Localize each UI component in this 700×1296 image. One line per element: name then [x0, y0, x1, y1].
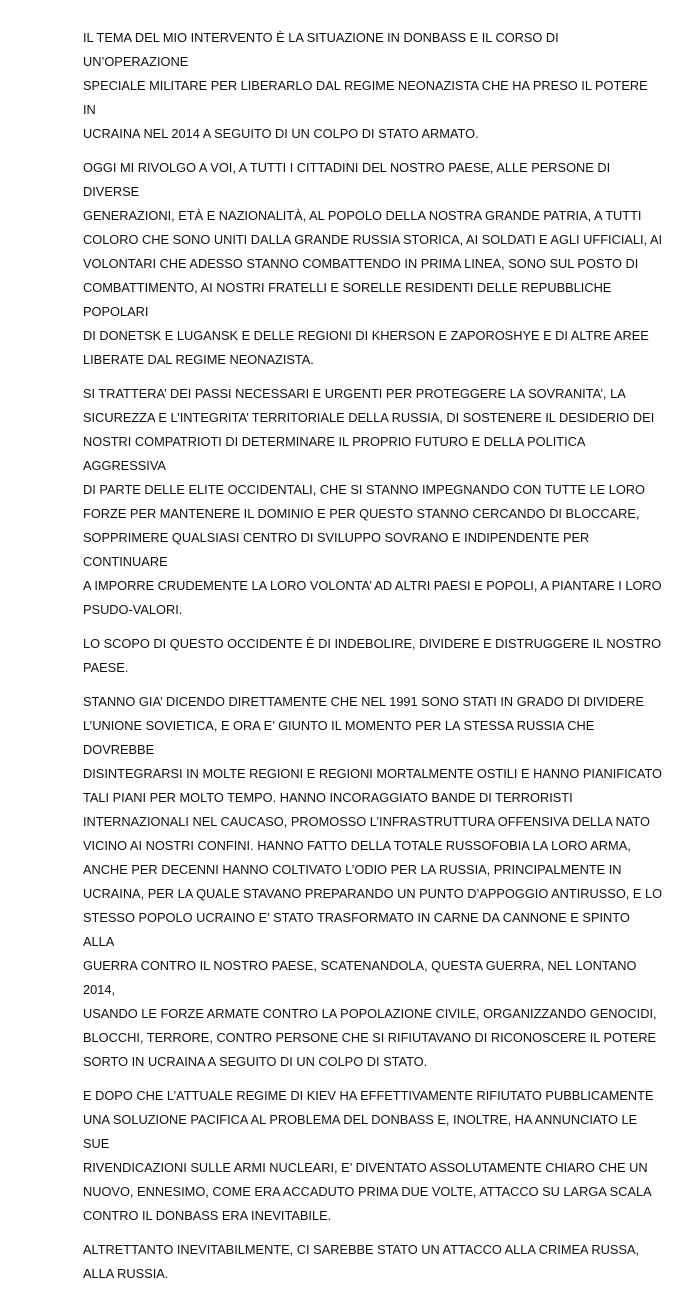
document-body: [83, 26, 663, 1296]
paragraph-2: OGGI MI RIVOLGO A VOI, A TUTTI I CITTADINI DEL NOSTRO PAESE, ALLE PERSONE DI DIVERSE GENERAZIONI, ETÀ E NAZIONALITÀ, AL POPOLO DELLA NOSTRA GRANDE PATRIA, A TUTTI COLORO CHE SONO UNITI DALLA GRANDE RUSSIA STORICA, AI SOLDATI E AGLI UFFICIALI, AI VOLONTARI CHE ADESSO STANNO COMBATTENDO IN PRIMA LINEA, SONO SUL POSTO DI COMBATTIMENTO, AI NOSTRI FRATELLI E SORELLE RESIDENTI DELLE REPUBBLICHE POPOLARI DI DONETSK E LUGANSK E DELLE REGIONI DI KHERSON E ZAPOROSHYE E DI ALTRE AREE LIBERATE DAL REGIME NEONAZISTA.: [83, 160, 663, 367]
paragraph-3: SI TRATTERA’ DEI PASSI NECESSARI E URGENTI PER PROTEGGERE LA SOVRANITA’, LA SICUREZZA E L’INTEGRITA’ TERRITORIALE DELLA RUSSIA, DI SOSTENERE IL DESIDERIO DEI NOSTRI COMPATRIOTI DI DETERMINARE IL PROPRIO FUTURO E DELLA POLITICA AGGRESSIVA DI PARTE DELLE ELITE OCCIDENTALI, CHE SI STANNO IMPEGNANDO CON TUTTE LE LORO FORZE PER MANTENERE IL DOMINIO E PER QUESTO STANNO CERCANDO DI BLOCCARE, SOPPRIMERE QUALSIASI CENTRO DI SVILUPPO SOVRANO E INDIPENDENTE PER CONTINUARE A IMPORRE CRUDEMENTE LA LORO VOLONTA’ AD ALTRI PAESI E POPOLI, A PIANTARE I LORO PSUDO-VALORI.: [83, 386, 662, 617]
paragraph-7: ALTRETTANTO INEVITABILMENTE, CI SAREBBE STATO UN ATTACCO ALLA CRIMEA RUSSA, ALLA RUSSIA.: [83, 1242, 640, 1281]
paragraph-5: STANNO GIA’ DICENDO DIRETTAMENTE CHE NEL 1991 SONO STATI IN GRADO DI DIVIDERE L’UNIONE SOVIETICA, E ORA E’ GIUNTO IL MOMENTO PER LA STESSA RUSSIA CHE DOVREBBE DISINTEGRARSI IN MOLTE REGIONI E REGIONI MORTALMENTE OSTILI E HANNO PIANIFICATO TALI PIANI PER MOLTO TEMPO. HANNO INCORAGGIATO BANDE DI TERRORISTI INTERNAZIONALI NEL CAUCASO, PROMOSSO L’INFRASTRUTTURA OFFENSIVA DELLA NATO VICINO AI NOSTRI CONFINI. HANNO FATTO DELLA TOTALE RUSSOFOBIA LA LORO ARMA, ANCHE PER DECENNI HANNO COLTIVATO L’ODIO PER LA RUSSIA, PRINCIPALMENTE IN UCRAINA, PER LA QUALE STAVANO PREPARANDO UN PUNTO D’APPOGGIO ANTIRUSSO, E LO STESSO POPOLO UCRAINO E’ STATO TRASFORMATO IN CARNE DA CANNONE E SPINTO ALLA GUERRA CONTRO IL NOSTRO PAESE, SCATENANDOLA, QUESTA GUERRA, NEL LONTANO 2014, USANDO LE FORZE ARMATE CONTRO LA POPOLAZIONE CIVILE, ORGANIZZANDO GENOCIDI, BLOCCHI, TERRORE, CONTRO PERSONE CHE SI RIFIUTAVANO DI RICONOSCERE IL POTERE SORTO IN UCRAINA A SEGUITO DI UN COLPO DI STATO.: [83, 694, 663, 1069]
paragraph-4: LO SCOPO DI QUESTO OCCIDENTE È DI INDEBOLIRE, DIVIDERE E DISTRUGGERE IL NOSTRO PAESE.: [83, 636, 662, 675]
paragraph-6: E DOPO CHE L’ATTUALE REGIME DI KIEV HA EFFETTIVAMENTE RIFIUTATO PUBBLICAMENTE UNA SOLUZIONE PACIFICA AL PROBLEMA DEL DONBASS E, INOLTRE, HA ANNUNCIATO LE SUE RIVENDICAZIONI SULLE ARMI NUCLEARI, E’ DIVENTATO ASSOLUTAMENTE CHIARO CHE UN NUOVO, ENNESIMO, COME ERA ACCADUTO PRIMA DUE VOLTE, ATTACCO SU LARGA SCALA CONTRO IL DONBASS ERA INEVITABILE.: [83, 1088, 654, 1223]
paragraph-1: IL TEMA DEL MIO INTERVENTO È LA SITUAZIONE IN DONBASS E IL CORSO DI UN’OPERAZIONE SPECIALE MILITARE PER LIBERARLO DAL REGIME NEONAZISTA CHE HA PRESO IL POTERE IN UCRAINA NEL 2014 A SEGUITO DI UN COLPO DI STATO ARMATO.: [83, 30, 648, 141]
